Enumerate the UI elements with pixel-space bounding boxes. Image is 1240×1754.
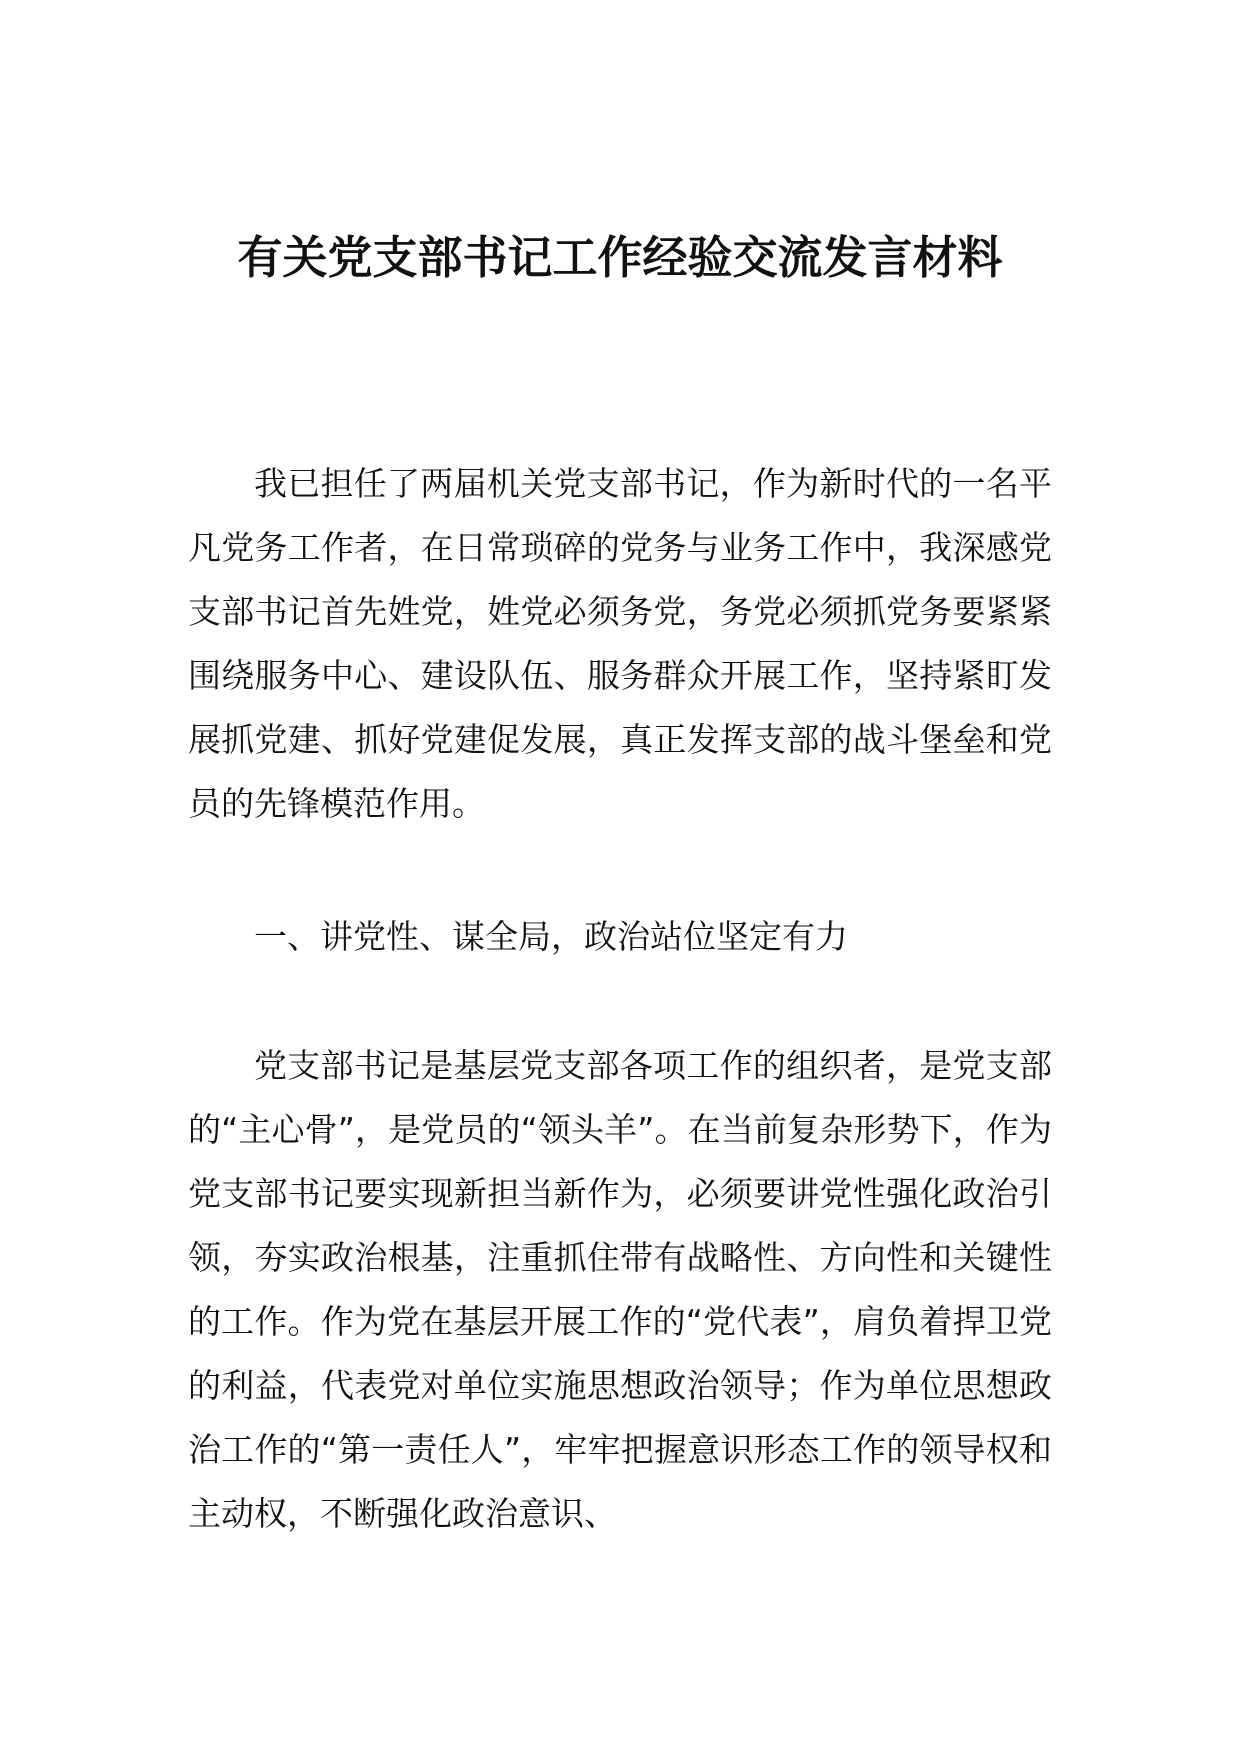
section-1-paragraph: 党支部书记是基层党支部各项工作的组织者，是党支部的“主心骨”，是党员的“领头羊”。在当前复杂形势下，作为党支部书记要实现新担当新作为，必须要讲党性强化政治引领，夯实政治根基，注重抓住带有战略性、方向性和关键性的工作。作为党在基层开展工作的“党代表”，肩负着捍卫党的利益，代表党对单位实施思想政治领导；作为单位思想政治工作的“第一责任人”，牢牢把握意识形态工作的领导权和主动权，不断强化政治意识、: [188, 1046, 1052, 1533]
intro-paragraph: 我已担任了两届机关党支部书记，作为新时代的一名平凡党务工作者，在日常琐碎的党务与业务工作中，我深感党支部书记首先姓党，姓党必须务党，务党必须抓党务要紧紧围绕服务中心、建设队伍、服务群众开展工作，坚持紧盯发展抓党建、抓好党建促发展，真正发挥支部的战斗堡垒和党员的先锋模范作用。: [188, 464, 1052, 823]
section-heading-1: 一、讲党性、谋全局，政治站位坚定有力: [254, 917, 848, 956]
document-title: 有关党支部书记工作经验交流发言材料: [237, 231, 1003, 285]
